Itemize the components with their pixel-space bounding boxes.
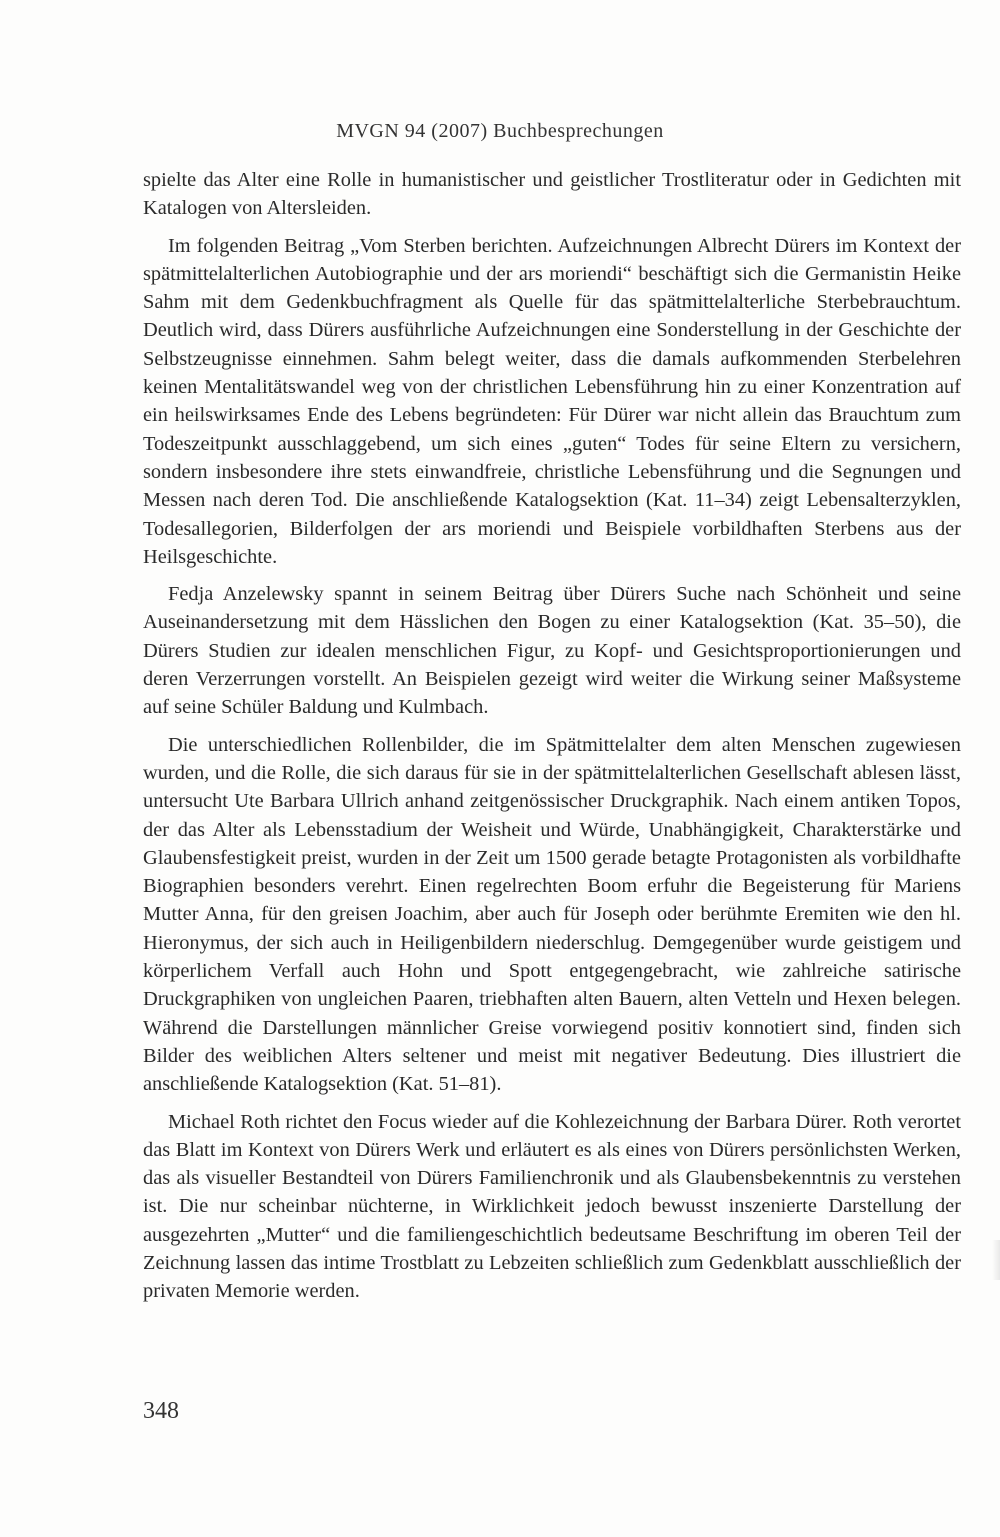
page-number: 348 — [143, 1398, 179, 1424]
paragraph-continued: spielte das Alter eine Rolle in humanistischer und geistlicher Trostliteratur oder in Gedichten mit Katalogen von Altersleiden. — [143, 169, 961, 220]
page-edge-shadow — [992, 1240, 1000, 1280]
paragraph-roth: Michael Roth richtet den Focus wieder auf die Kohlezeichnung der Barbara Dürer. Roth verortet das Blatt im Kontext von Dürers Werk und erläutert es als eines von Dürers persönlichsten Werken, das als visueller Bestandteil von Dürers Familienchronik und als Glaubensbekenntnis zu verstehen ist. Die nur scheinbar nüchterne, in Wirklichkeit jedoch bewusst inszenierte Darstellung der ausgezehrten „Mutter“ und die familiengeschichtlich bedeutsame Beschriftung im oberen Teil der Zeichnung lassen das intime Trostblatt zu Lebzeiten schließlich zum Gedenkblatt ausschließlich der privaten Memorie werden. — [143, 1110, 961, 1303]
body-text — [143, 166, 961, 1306]
paragraph-sahm: Im folgenden Beitrag „Vom Sterben berichten. Aufzeichnungen Albrecht Dürers im Kontext der spätmittelalterlichen Autobiographie und der ars moriendi“ beschäftigt sich die Germanistin Heike Sahm mit dem Gedenkbuchfragment als Quelle für das spätmittelalterliche Sterbebrauchtum. Deutlich wird, dass Dürers ausführliche Aufzeichnungen eine Sonderstellung in der Geschichte der Selbstzeugnisse einnehmen. Sahm belegt weiter, dass die damals aufkommenden Sterbelehren keinen Mentalitätswandel weg von der christlichen Lebensführung hin zu einer Konzentration auf ein heilswirksames Ende des Lebens begründeten: Für Dürer war nicht allein das Brauchtum zum Todeszeitpunkt ausschlaggebend, um sich eines „guten“ Todes für seine Eltern zu versichern, sondern insbesondere ihre stets einwandfreie, christliche Lebensführung und die Segnungen und Messen nach deren Tod. Die anschließende Katalogsektion (Kat. 11–34) zeigt Lebensalterzyklen, Todesallegorien, Bilderfolgen der ars moriendi und Beispiele vorbildhaften Sterbens aus der Heilsgeschichte. — [143, 234, 961, 568]
paragraph-ullrich: Die unterschiedlichen Rollenbilder, die im Spätmittelalter dem alten Menschen zugewiesen wurden, und die Rolle, die sich daraus für sie in der spätmittelalterlichen Gesellschaft ablesen lässt, untersucht Ute Barbara Ullrich anhand zeitgenössischer Druckgraphik. Nach einem antiken Topos, der das Alter als Lebensstadium der Weisheit und Würde, Unabhängigkeit, Charakterstärke und Glaubensfestigkeit preist, wurden in der Zeit um 1500 gerade betagte Protagonisten als vorbildhafte Biographien besonders verehrt. Einen regelrechten Boom erfuhr die Begeisterung für Mariens Mutter Anna, für den greisen Joachim, aber auch für Joseph oder berühmte Eremiten wie den hl. Hieronymus, der sich auch in Heiligenbildern niederschlug. Demgegenüber wurde geistigem und körperlichem Verfall auch Hohn und Spott entgegengebracht, wie zahlreiche satirische Druckgraphiken von ungleichen Paaren, triebhaften alten Bauern, alten Vetteln und Hexen belegen. Während die Darstellungen männlicher Greise vorwiegend positiv konnotiert sind, finden sich Bilder des weiblichen Alters seltener und meist mit negativer Bedeutung. Dies illustriert die anschließende Katalogsektion (Kat. 51–81). — [143, 733, 961, 1096]
paragraph-anzelewsky: Fedja Anzelewsky spannt in seinem Beitrag über Dürers Suche nach Schönheit und seine Auseinandersetzung mit dem Hässlichen den Bogen zu einer Katalogsektion (Kat. 35–50), die Dürers Studien zur idealen menschlichen Figur, zu Kopf- und Gesichtsproportionierungen und deren Verzerrungen vorstellt. An Beispielen gezeigt wird weiter die Wirkung seiner Maßsysteme auf seine Schüler Baldung und Kulmbach. — [143, 583, 961, 719]
running-head: MVGN 94 (2007) Buchbesprechungen — [336, 120, 664, 142]
